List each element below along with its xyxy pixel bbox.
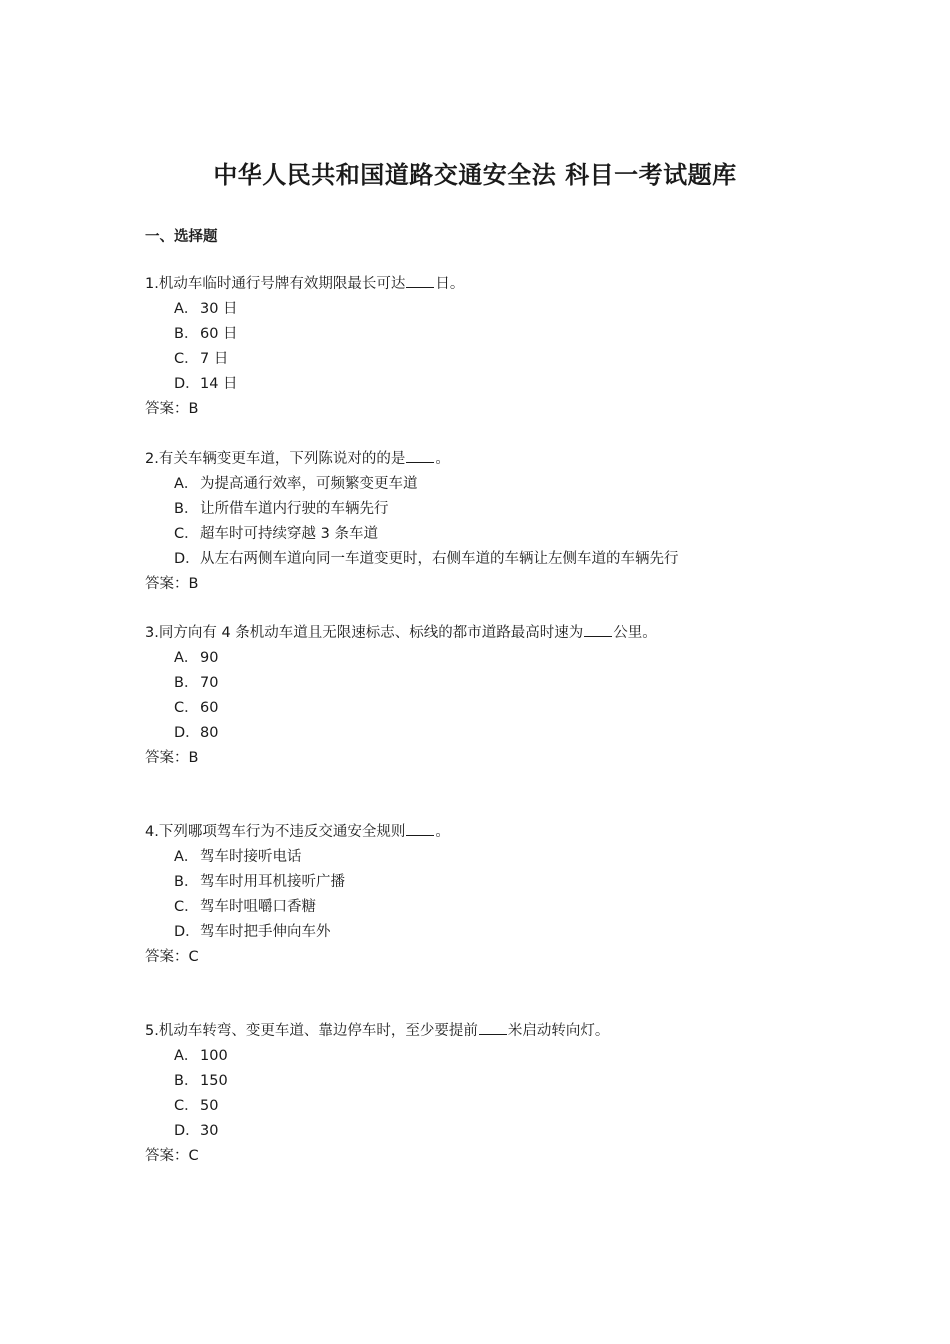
question-stem-text: 1.机动车临时通行号牌有效期限最长可达 — [145, 276, 406, 292]
option-letter: A． — [174, 650, 199, 666]
fill-in-blank — [406, 821, 434, 836]
option-text: 驾车时把手伸向车外 — [200, 924, 331, 940]
option-b — [174, 1069, 845, 1094]
option-letter: B． — [174, 501, 199, 517]
question-3 — [145, 621, 845, 771]
answer-line: 答案：B — [145, 750, 199, 766]
option-text: 7 日 — [200, 351, 229, 367]
option-d — [174, 547, 845, 572]
option-list — [145, 646, 845, 746]
question-stem-text: 4.下列哪项驾车行为不违反交通安全规则 — [145, 824, 406, 840]
option-d — [174, 721, 845, 746]
option-list — [145, 472, 845, 572]
option-c — [174, 522, 845, 547]
question-stem-suffix: 日。 — [435, 276, 465, 292]
option-list — [145, 297, 845, 397]
option-text: 14 日 — [200, 376, 238, 392]
option-a — [174, 1044, 845, 1069]
question-stem — [145, 447, 845, 472]
option-letter: D． — [174, 551, 200, 567]
option-b — [174, 671, 845, 696]
option-letter: C． — [174, 899, 199, 915]
option-text: 60 — [200, 700, 219, 716]
fill-in-blank — [584, 622, 612, 637]
option-letter: D． — [174, 924, 200, 940]
question-stem — [145, 621, 845, 646]
option-letter: C． — [174, 1098, 199, 1114]
option-text: 80 — [200, 725, 219, 741]
question-2 — [145, 447, 845, 597]
fill-in-blank — [406, 273, 434, 288]
option-letter: A． — [174, 1048, 199, 1064]
question-stem-suffix: 。 — [435, 451, 450, 467]
option-a — [174, 297, 845, 322]
option-letter: A． — [174, 301, 199, 317]
option-letter: D． — [174, 1123, 200, 1139]
option-d — [174, 372, 845, 397]
document-title: 中华人民共和国道路交通安全法 科目一考试题库 — [213, 161, 737, 189]
question-4 — [145, 820, 845, 970]
option-letter: C． — [174, 351, 199, 367]
question-stem-suffix: 米启动转向灯。 — [507, 1023, 610, 1039]
option-b — [174, 870, 845, 895]
option-text: 60 日 — [200, 326, 238, 342]
question-stem-text: 2.有关车辆变更车道，下列陈说对的的是 — [145, 451, 406, 467]
option-text: 50 — [200, 1098, 219, 1114]
option-c — [174, 347, 845, 372]
question-stem — [145, 820, 845, 845]
answer-line: 答案：C — [145, 1148, 199, 1164]
option-text: 驾车时接听电话 — [200, 849, 302, 865]
option-text: 超车时可持续穿越 3 条车道 — [200, 526, 378, 542]
option-list — [145, 845, 845, 945]
option-letter: B． — [174, 326, 199, 342]
fill-in-blank — [479, 1020, 507, 1035]
option-c — [174, 1094, 845, 1119]
option-letter: A． — [174, 849, 199, 865]
option-text: 150 — [200, 1073, 228, 1089]
fill-in-blank — [406, 448, 434, 463]
option-a — [174, 646, 845, 671]
section-heading: 一、选择题 — [145, 229, 218, 245]
answer-line: 答案：C — [145, 949, 199, 965]
question-stem-text: 3.同方向有 4 条机动车道且无限速标志、标线的都市道路最高时速为 — [145, 625, 584, 641]
question-1 — [145, 272, 845, 422]
option-letter: B． — [174, 874, 199, 890]
option-d — [174, 920, 845, 945]
option-text: 驾车时用耳机接听广播 — [200, 874, 345, 890]
option-d — [174, 1119, 845, 1144]
option-b — [174, 497, 845, 522]
option-letter: B． — [174, 1073, 199, 1089]
question-stem-suffix: 公里。 — [613, 625, 657, 641]
answer-line: 答案：B — [145, 401, 199, 417]
option-text: 90 — [200, 650, 219, 666]
option-c — [174, 696, 845, 721]
option-text: 驾车时咀嚼口香糖 — [200, 899, 316, 915]
option-text: 70 — [200, 675, 219, 691]
option-letter: B． — [174, 675, 199, 691]
option-text: 30 — [200, 1123, 219, 1139]
option-text: 100 — [200, 1048, 228, 1064]
option-text: 让所借车道内行驶的车辆先行 — [200, 501, 389, 517]
option-letter: D． — [174, 376, 200, 392]
question-stem — [145, 272, 845, 297]
option-a — [174, 472, 845, 497]
option-a — [174, 845, 845, 870]
option-c — [174, 895, 845, 920]
question-stem — [145, 1019, 845, 1044]
option-letter: C． — [174, 526, 199, 542]
question-stem-suffix: 。 — [435, 824, 450, 840]
option-text: 为提高通行效率，可频繁变更车道 — [200, 476, 418, 492]
option-letter: A． — [174, 476, 199, 492]
option-list — [145, 1044, 845, 1144]
answer-line: 答案：B — [145, 576, 199, 592]
option-text: 从左右两侧车道向同一车道变更时，右侧车道的车辆让左侧车道的车辆先行 — [200, 551, 679, 567]
question-stem-text: 5.机动车转弯、变更车道、靠边停车时，至少要提前 — [145, 1023, 478, 1039]
question-5 — [145, 1019, 845, 1169]
option-b — [174, 322, 845, 347]
option-letter: C． — [174, 700, 199, 716]
option-letter: D． — [174, 725, 200, 741]
option-text: 30 日 — [200, 301, 238, 317]
